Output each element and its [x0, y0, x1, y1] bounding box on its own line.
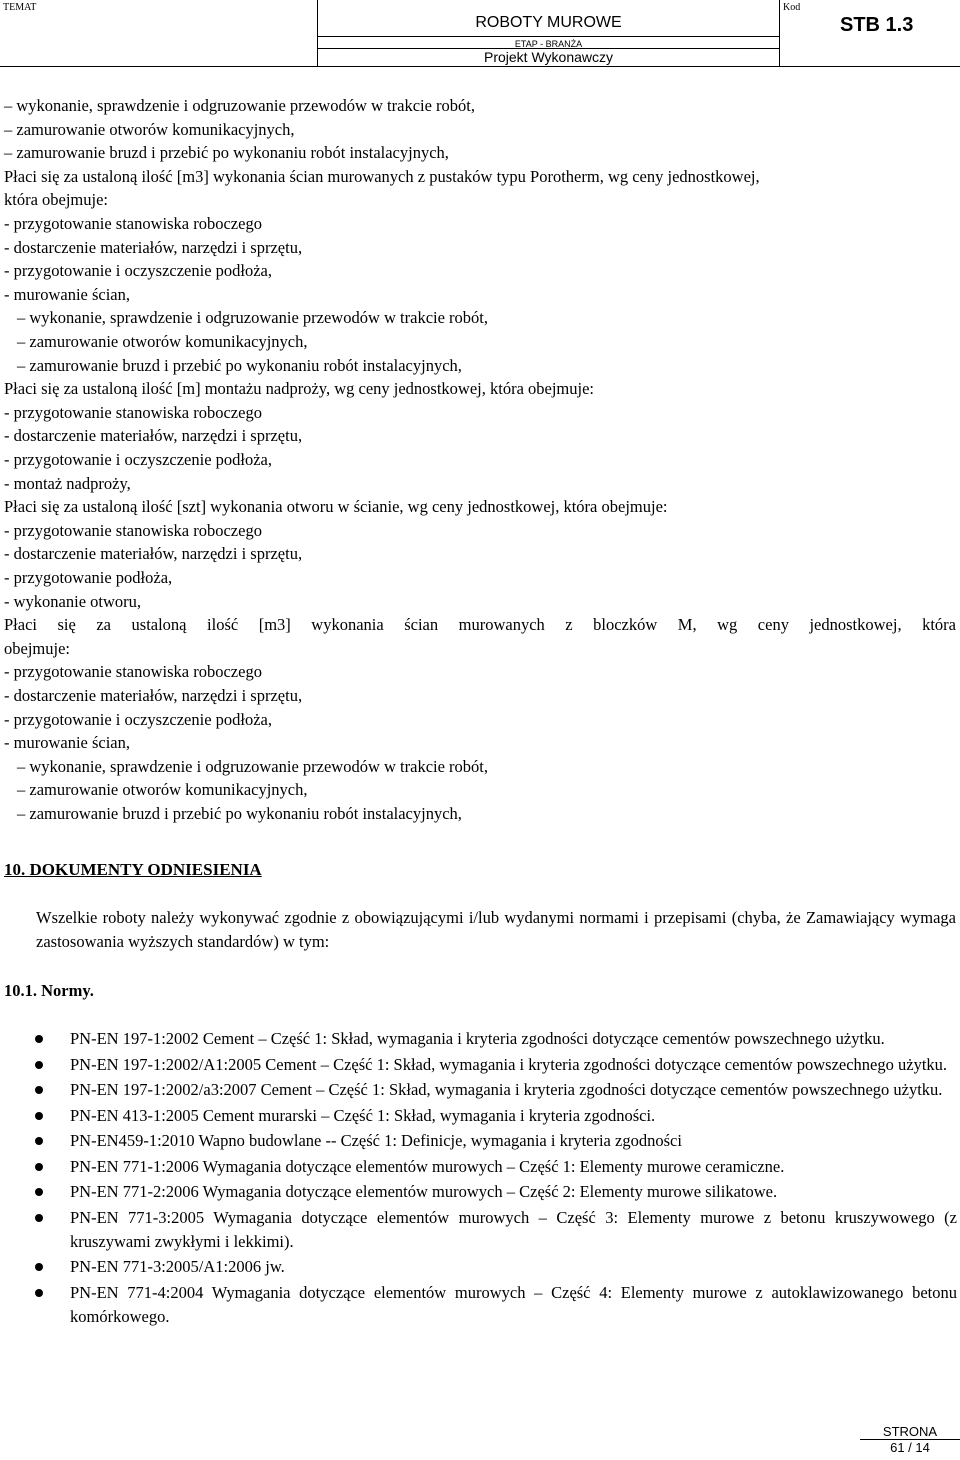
body-line: – wykonanie, sprawdzenie i odgruzowanie przewodów w trakcie robót,: [17, 756, 489, 776]
bullet-icon: [35, 1214, 43, 1222]
body-line: – zamurowanie otworów komunikacyjnych,: [4, 119, 295, 139]
page-footer: [860, 1424, 960, 1455]
body-line: - przygotowanie stanowiska roboczego: [4, 402, 262, 422]
norm-text: PN-EN 771-3:2005/A1:2006 jw.: [70, 1257, 285, 1276]
body-line: Płaci się za ustaloną ilość [szt] wykonania otworu w ścianie, wg ceny jednostkowej, która obejmuje:: [4, 497, 668, 517]
body-line: która obejmuje:: [4, 190, 109, 210]
body-line: - przygotowanie stanowiska roboczego: [4, 662, 262, 682]
body-line: obejmuje:: [4, 638, 70, 658]
document-header: [0, 0, 960, 66]
body-line: - przygotowanie stanowiska roboczego: [4, 520, 262, 540]
document-code: STB 1.3: [840, 14, 914, 36]
norm-item: [0, 1104, 957, 1128]
norm-item: [0, 1206, 957, 1254]
body-line: - dostarczenie materiałów, narzędzi i sprzętu,: [4, 426, 303, 446]
body-line: - dostarczenie materiałów, narzędzi i sprzętu,: [4, 544, 303, 564]
document-title: ROBOTY MUROWE: [475, 14, 622, 31]
norm-text: PN-EN 413-1:2005 Cement murarski – Część 1: Skład, wymagania i kryteria zgodności.: [70, 1105, 656, 1125]
subsection-title: 10.1. Normy.: [4, 981, 94, 1000]
section-intro: Wszelkie roboty należy wykonywać zgodnie z obowiązującymi i/lub wydanymi normami i przepisami (chyba, że Zamawiający wymaga zastosowania wyższych standardów) w tym:: [36, 908, 956, 951]
norm-text: PN-EN 771-3:2005 Wymagania dotyczące elementów murowych – Część 3: Elementy murowe z betonu kruszywowego (z kruszywami zwykłymi i lekkimi).: [70, 1207, 957, 1251]
body-line: - dostarczenie materiałów, narzędzi i sprzętu,: [4, 686, 303, 705]
header-title-cell: [318, 0, 780, 66]
norm-text: PN-EN 771-4:2004 Wymagania dotyczące elementów murowych – Część 4: Elementy murowe z autoklawizowanego betonu komórkowego.: [70, 1282, 957, 1326]
norm-item: [0, 1155, 957, 1179]
bullet-icon: [35, 1086, 43, 1094]
bullet-icon: [35, 1035, 43, 1043]
bullet-icon: [35, 1263, 43, 1271]
body-line: – zamurowanie bruzd i przebić po wykonaniu robót instalacyjnych,: [4, 143, 449, 163]
body-line: - dostarczenie materiałów, narzędzi i sprzętu,: [4, 237, 303, 257]
page-label: STRONA: [860, 1424, 960, 1440]
header-divider: [0, 66, 960, 67]
body-line: – zamurowanie bruzd i przebić po wykonaniu robót instalacyjnych,: [17, 355, 462, 375]
body-line: Płaci się za ustaloną ilość [m3] wykonania ścian murowanych z bloczków M, wg ceny jednostkowej, która: [4, 615, 956, 635]
norm-item: [0, 1129, 957, 1153]
bullet-icon: [35, 1137, 43, 1145]
body-line: – zamurowanie otworów komunikacyjnych,: [17, 780, 308, 800]
etap-label: ETAP - BRANŻA: [318, 36, 779, 49]
body-line: Płaci się za ustaloną ilość [m3] wykonania ścian murowanych z pustaków typu Porotherm, wg ceny jednostkowej,: [4, 166, 760, 186]
body-line: – wykonanie, sprawdzenie i odgruzowanie przewodów w trakcie robót,: [4, 96, 476, 115]
body-line: - wykonanie otworu,: [4, 591, 142, 611]
body-line: - przygotowanie i oczyszczenie podłoża,: [4, 450, 273, 469]
norm-item: [0, 1180, 957, 1204]
bullet-icon: [35, 1112, 43, 1120]
body-line: – zamurowanie bruzd i przebić po wykonaniu robót instalacyjnych,: [17, 804, 462, 823]
norm-text: PN-EN 771-2:2006 Wymagania dotyczące elementów murowych – Część 2: Elementy murowe silikatowe.: [70, 1182, 778, 1201]
norm-item: [0, 1255, 957, 1279]
bullet-icon: [35, 1061, 43, 1069]
norm-text: PN-EN459-1:2010 Wapno budowlane -- Część 1: Definicje, wymagania i kryteria zgodności: [70, 1131, 682, 1150]
norm-text: PN-EN 197-1:2002/A1:2005 Cement – Część 1: Skład, wymagania i kryteria zgodności dotyczące cementów powszechnego użytku.: [70, 1054, 948, 1074]
bullet-icon: [35, 1163, 43, 1171]
kod-label: Kod: [783, 2, 801, 13]
norm-text: PN-EN 197-1:2002 Cement – Część 1: Skład, wymagania i kryteria zgodności dotyczące cementów powszechnego użytku.: [70, 1029, 885, 1048]
body-line: - przygotowanie podłoża,: [4, 568, 173, 587]
body-line: - przygotowanie i oczyszczenie podłoża,: [4, 709, 273, 729]
norm-text: PN-EN 197-1:2002/a3:2007 Cement – Część 1: Skład, wymagania i kryteria zgodności dotyczące cementów powszechnego użytku.: [70, 1080, 943, 1099]
body-line: – wykonanie, sprawdzenie i odgruzowanie przewodów w trakcie robót,: [17, 308, 489, 328]
section-title: 10. DOKUMENTY ODNIESIENIA: [4, 860, 262, 879]
page-number: 61 / 14: [890, 1440, 930, 1455]
project-type: Projekt Wykonawczy: [318, 48, 779, 65]
body-line: - przygotowanie stanowiska roboczego: [4, 214, 262, 233]
header-code-cell: [780, 0, 960, 66]
norm-item: [0, 1281, 957, 1329]
bullet-icon: [35, 1289, 43, 1297]
body-line: - murowanie ścian,: [4, 733, 130, 753]
norm-item: [0, 1053, 957, 1077]
bullet-icon: [35, 1188, 43, 1196]
body-line: - montaż nadproży,: [4, 473, 131, 493]
norm-item: [0, 1027, 957, 1051]
header-topic-cell: [0, 0, 318, 66]
norms-list: [0, 1027, 960, 1330]
body-line: - przygotowanie i oczyszczenie podłoża,: [4, 261, 273, 281]
body-line: Płaci się za ustaloną ilość [m] montażu nadproży, wg ceny jednostkowej, która obejmuje:: [4, 379, 595, 399]
norm-text: PN-EN 771-1:2006 Wymagania dotyczące elementów murowych – Część 1: Elementy murowe ceramiczne.: [70, 1156, 785, 1176]
norm-item: [0, 1078, 957, 1102]
temat-label: TEMAT: [3, 2, 37, 13]
body-line: - murowanie ścian,: [4, 284, 130, 304]
body-line: – zamurowanie otworów komunikacyjnych,: [17, 332, 308, 351]
